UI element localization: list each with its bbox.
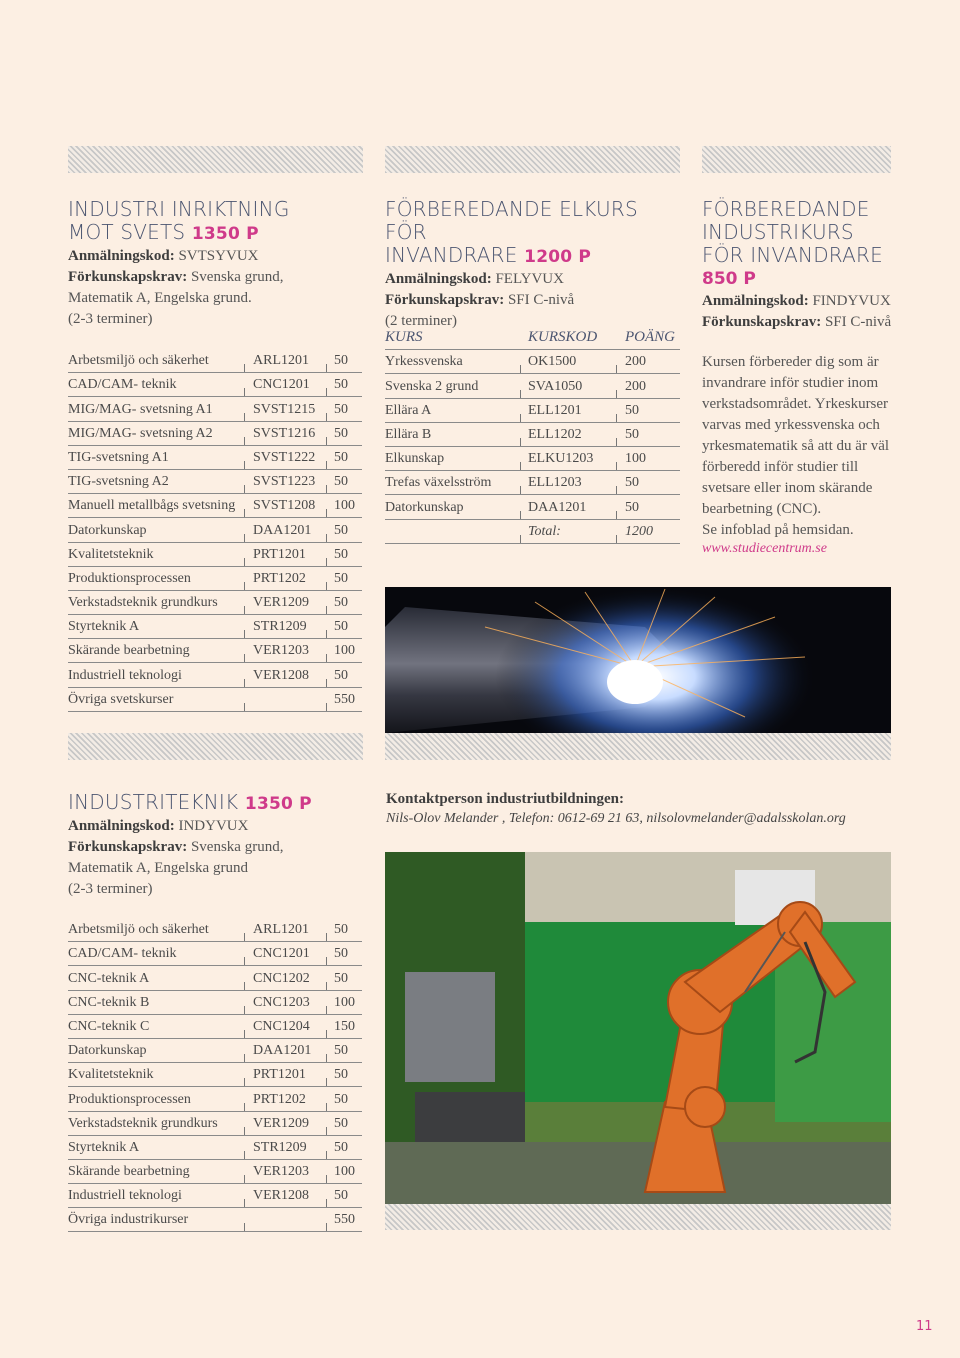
column-tick	[244, 461, 245, 469]
column-tick	[326, 1030, 327, 1038]
course-points: 50	[334, 522, 348, 538]
stripe-divider	[385, 1203, 891, 1230]
column-tick	[616, 486, 617, 494]
course-points: 50	[334, 449, 348, 465]
column-tick	[244, 364, 245, 372]
column-tick	[326, 485, 327, 493]
course-code: SVST1215	[253, 401, 316, 417]
column-tick	[326, 534, 327, 542]
column-tick	[244, 1151, 245, 1159]
table-row	[68, 991, 362, 1015]
course-code: VER1203	[253, 1164, 309, 1180]
course-code: CNC1202	[253, 970, 310, 986]
course-name: CNC-teknik B	[68, 994, 150, 1010]
requirements: Svenska grund,	[190, 269, 284, 285]
course-points: 50	[334, 377, 348, 393]
table-row	[385, 423, 680, 447]
duration: (2-3 terminer)	[68, 881, 153, 897]
course-name: Verkstadsteknik grundkurs	[68, 595, 218, 611]
course-points: 50	[334, 1091, 348, 1107]
course-code: PRT1202	[253, 570, 306, 586]
course-code: SVA1050	[528, 378, 583, 394]
table-row	[68, 518, 362, 542]
course-points: 50	[334, 546, 348, 562]
table-row	[68, 1063, 362, 1087]
column-tick	[244, 1054, 245, 1062]
column-tick	[326, 606, 327, 614]
contact-label: Kontaktperson industriutbildningen:	[386, 791, 624, 807]
column-tick	[244, 558, 245, 566]
course-code: ELL1202	[528, 426, 582, 442]
duration: (2-3 terminer)	[68, 311, 153, 327]
course-name: Produktionsprocessen	[68, 1091, 191, 1107]
course-points: 50	[334, 353, 348, 369]
column-tick	[244, 679, 245, 687]
course-name: CNC-teknik C	[68, 1018, 150, 1034]
column-tick	[326, 957, 327, 965]
course-points: 50	[334, 619, 348, 635]
table-row	[68, 688, 362, 712]
req-label: Förkunskapskrav:	[68, 269, 188, 285]
course-code: ARL1201	[253, 353, 309, 369]
course-name: CAD/CAM- teknik	[68, 946, 177, 962]
course-points: 50	[334, 570, 348, 586]
stripe-divider	[385, 733, 891, 760]
column-header: POÄNG	[625, 329, 675, 346]
column-tick	[520, 535, 521, 543]
course-points: 50	[334, 595, 348, 611]
course-code: STR1209	[253, 619, 307, 635]
course-points: 50	[625, 402, 639, 418]
course-description: Kursen förbereder dig som är invandrare inför studier inom verkstadsområdet. Yrkeskurser varvas med yrkessvenska och yrkesmatematik så att du är väl förberedd inför studier till svetsare eller inom skärande bearbetning (CNC).	[702, 354, 890, 517]
table-row	[68, 494, 362, 518]
section-svets	[68, 198, 368, 330]
course-points: 200	[625, 378, 646, 394]
course-name: Datorkunskap	[68, 1043, 147, 1059]
course-code: SVST1222	[253, 449, 316, 465]
column-tick	[326, 437, 327, 445]
column-tick	[244, 1030, 245, 1038]
column-tick	[326, 558, 327, 566]
course-code: CNC1201	[253, 377, 310, 393]
stripe-divider	[385, 146, 680, 173]
section-title: INDUSTRI INRIKTNING	[68, 197, 290, 221]
course-code: VER1209	[253, 595, 309, 611]
column-tick	[616, 438, 617, 446]
course-name: MIG/MAG- svetsning A1	[68, 401, 213, 417]
points-badge: 850 P	[702, 269, 756, 289]
column-tick	[244, 654, 245, 662]
application-code: FELYVUX	[495, 271, 564, 287]
course-name: Manuell metallbågs svetsning	[68, 498, 236, 514]
total-value: 1200	[625, 523, 653, 539]
column-tick	[244, 1199, 245, 1207]
table-row	[385, 399, 680, 423]
column-tick	[326, 388, 327, 396]
course-name: Yrkessvenska	[385, 354, 463, 370]
table-row	[68, 470, 362, 494]
course-points: 50	[334, 425, 348, 441]
course-points: 550	[334, 1212, 355, 1228]
column-tick	[326, 703, 327, 711]
column-tick	[244, 1006, 245, 1014]
application-code: INDYVUX	[178, 818, 249, 834]
table-row	[68, 966, 362, 990]
section-elkurs	[385, 198, 685, 332]
course-points: 100	[625, 451, 646, 467]
column-tick	[326, 461, 327, 469]
course-points: 150	[334, 1018, 355, 1034]
stripe-divider	[702, 146, 891, 173]
section-title: INDUSTRITEKNIK	[68, 790, 239, 814]
column-tick	[326, 1175, 327, 1183]
table-header	[385, 326, 680, 350]
course-name: CAD/CAM- teknik	[68, 377, 177, 393]
requirements: SFI C-nivå	[824, 314, 892, 330]
table-row	[68, 918, 362, 942]
course-name: TIG-svetsning A2	[68, 474, 169, 490]
code-label: Anmälningskod:	[385, 271, 492, 287]
course-points: 50	[334, 1067, 348, 1083]
column-tick	[244, 1078, 245, 1086]
table-row	[385, 374, 680, 398]
course-code: STR1209	[253, 1139, 307, 1155]
column-tick	[326, 1103, 327, 1111]
column-tick	[616, 390, 617, 398]
requirements: SFI C-nivå	[507, 292, 575, 308]
course-name: Svenska 2 grund	[385, 378, 479, 394]
course-code: VER1208	[253, 1188, 309, 1204]
course-name: Styrteknik A	[68, 1139, 140, 1155]
code-label: Anmälningskod:	[702, 293, 809, 309]
table-row	[68, 446, 362, 470]
section-title: INDUSTRIKURS	[702, 220, 854, 244]
duration: (2 terminer)	[385, 313, 458, 329]
column-header: KURSKOD	[528, 329, 598, 346]
column-tick	[244, 630, 245, 638]
course-code: ELKU1203	[528, 451, 594, 467]
column-tick	[326, 1223, 327, 1231]
section-industrikurs	[702, 198, 912, 557]
course-code: OK1500	[528, 354, 577, 370]
table-row	[68, 1087, 362, 1111]
column-tick	[244, 1223, 245, 1231]
course-points: 200	[625, 354, 646, 370]
column-tick	[326, 933, 327, 941]
column-tick	[244, 1175, 245, 1183]
section-title: FÖRBEREDANDE ELKURS FÖR	[385, 197, 638, 244]
table-row	[68, 663, 362, 687]
section-title: MOT SVETS	[68, 220, 186, 244]
table-row	[68, 1136, 362, 1160]
course-code: VER1208	[253, 667, 309, 683]
course-code: ELL1201	[528, 402, 582, 418]
welding-photo	[385, 587, 891, 733]
table-row	[385, 447, 680, 471]
requirements-cont: Matematik A, Engelska grund.	[68, 290, 252, 306]
column-tick	[244, 413, 245, 421]
course-name: Arbetsmiljö och säkerhet	[68, 922, 209, 938]
table-row	[68, 1112, 362, 1136]
requirements: Svenska grund,	[190, 839, 284, 855]
course-code: PRT1202	[253, 1091, 306, 1107]
course-name: Produktionsprocessen	[68, 570, 191, 586]
column-tick	[244, 582, 245, 590]
table-row	[68, 591, 362, 615]
course-name: TIG-svetsning A1	[68, 449, 169, 465]
table-row	[68, 349, 362, 373]
course-name: Datorkunskap	[68, 522, 147, 538]
column-tick	[326, 982, 327, 990]
column-tick	[326, 413, 327, 421]
column-tick	[520, 390, 521, 398]
column-tick	[244, 982, 245, 990]
course-code: ELL1203	[528, 475, 582, 491]
column-tick	[520, 365, 521, 373]
column-tick	[326, 630, 327, 638]
column-tick	[244, 933, 245, 941]
course-code: VER1203	[253, 643, 309, 659]
course-points: 50	[625, 499, 639, 515]
course-points: 50	[334, 1188, 348, 1204]
column-tick	[244, 1127, 245, 1135]
table-row	[68, 1184, 362, 1208]
website-link[interactable]: www.studiecentrum.se	[702, 541, 827, 556]
course-points: 50	[334, 922, 348, 938]
course-points: 50	[334, 1115, 348, 1131]
column-tick	[326, 1006, 327, 1014]
course-code: CNC1203	[253, 994, 310, 1010]
req-label: Förkunskapskrav:	[385, 292, 505, 308]
course-points: 550	[334, 691, 355, 707]
application-code: FINDYVUX	[812, 293, 891, 309]
section-industriteknik	[68, 791, 368, 900]
course-code: SVST1223	[253, 474, 316, 490]
contact-block	[386, 789, 896, 829]
column-tick	[520, 486, 521, 494]
column-tick	[244, 1103, 245, 1111]
contact-info: Nils-Olov Melander , Telefon: 0612-69 21 63, nilsolovmelander@adalsskolan.org	[386, 811, 846, 826]
table-row	[68, 1015, 362, 1039]
course-code: PRT1201	[253, 1067, 306, 1083]
column-tick	[244, 606, 245, 614]
course-name: Skärande bearbetning	[68, 1164, 190, 1180]
course-code: DAA1201	[253, 1043, 312, 1059]
course-code: SVST1216	[253, 425, 316, 441]
table-row	[68, 1160, 362, 1184]
column-tick	[520, 462, 521, 470]
course-name: CNC-teknik A	[68, 970, 150, 986]
course-table-svets	[68, 349, 362, 712]
table-row	[68, 615, 362, 639]
course-name: Elkunskap	[385, 451, 445, 467]
course-points: 50	[334, 1139, 348, 1155]
course-name: Verkstadsteknik grundkurs	[68, 1115, 218, 1131]
course-code: CNC1201	[253, 946, 310, 962]
table-row	[385, 350, 680, 374]
column-tick	[244, 534, 245, 542]
course-code: ARL1201	[253, 922, 309, 938]
page-number: 11	[916, 1319, 933, 1334]
table-row	[68, 1208, 362, 1232]
table-row	[68, 543, 362, 567]
column-tick	[326, 1127, 327, 1135]
application-code: SVTSYVUX	[178, 248, 259, 264]
column-tick	[244, 437, 245, 445]
course-code: VER1209	[253, 1115, 309, 1131]
table-total-row	[385, 520, 680, 544]
course-name: Ellära B	[385, 426, 432, 442]
section-title: FÖR INVANDRARE	[702, 243, 883, 267]
column-tick	[520, 414, 521, 422]
stripe-divider	[68, 733, 363, 760]
table-row	[68, 567, 362, 591]
column-tick	[326, 654, 327, 662]
stripe-divider	[68, 146, 363, 173]
column-header: KURS	[385, 329, 423, 346]
robot-photo	[385, 852, 891, 1204]
course-code: SVST1208	[253, 498, 316, 514]
column-tick	[326, 1078, 327, 1086]
code-label: Anmälningskod:	[68, 818, 175, 834]
column-tick	[326, 582, 327, 590]
column-tick	[244, 388, 245, 396]
course-points: 50	[334, 474, 348, 490]
course-code: DAA1201	[528, 499, 587, 515]
course-points: 50	[334, 970, 348, 986]
course-name: Trefas växelsström	[385, 475, 492, 491]
course-points: 100	[334, 1164, 355, 1180]
table-row	[68, 942, 362, 966]
course-points: 50	[625, 475, 639, 491]
column-tick	[520, 511, 521, 519]
req-label: Förkunskapskrav:	[68, 839, 188, 855]
course-table-elkurs	[385, 326, 680, 544]
column-tick	[326, 1151, 327, 1159]
section-title: FÖRBEREDANDE	[702, 197, 870, 221]
column-tick	[326, 509, 327, 517]
table-row	[68, 422, 362, 446]
column-tick	[244, 485, 245, 493]
course-name: Styrteknik A	[68, 619, 140, 635]
column-tick	[326, 1054, 327, 1062]
course-name: Arbetsmiljö och säkerhet	[68, 353, 209, 369]
points-badge: 1200 P	[524, 247, 592, 267]
column-tick	[616, 511, 617, 519]
column-tick	[616, 365, 617, 373]
info-note: Se infoblad på hemsidan.	[702, 522, 854, 538]
table-row	[68, 639, 362, 663]
column-tick	[244, 509, 245, 517]
points-badge: 1350 P	[244, 794, 312, 814]
table-row	[385, 495, 680, 519]
course-name: Datorkunskap	[385, 499, 464, 515]
points-badge: 1350 P	[191, 224, 259, 244]
table-row	[385, 471, 680, 495]
course-points: 100	[334, 994, 355, 1010]
course-points: 50	[334, 667, 348, 683]
course-name: Industriell teknologi	[68, 1188, 182, 1204]
column-tick	[616, 462, 617, 470]
req-label: Förkunskapskrav:	[702, 314, 822, 330]
course-name: Övriga industrikurser	[68, 1212, 189, 1228]
column-tick	[326, 364, 327, 372]
course-name: Skärande bearbetning	[68, 643, 190, 659]
course-points: 50	[334, 401, 348, 417]
course-code: PRT1201	[253, 546, 306, 562]
column-tick	[244, 703, 245, 711]
course-name: Övriga svetskurser	[68, 691, 174, 707]
code-label: Anmälningskod:	[68, 248, 175, 264]
table-row	[68, 397, 362, 421]
course-name: Industriell teknologi	[68, 667, 182, 683]
column-tick	[326, 679, 327, 687]
course-name: Ellära A	[385, 402, 432, 418]
section-title: INVANDRARE	[385, 243, 518, 267]
course-table-industriteknik	[68, 918, 362, 1232]
course-points: 100	[334, 643, 355, 659]
total-label: Total:	[528, 523, 561, 539]
column-tick	[326, 1199, 327, 1207]
course-name: Kvalitetsteknik	[68, 1067, 154, 1083]
course-points: 100	[334, 498, 355, 514]
course-points: 50	[334, 1043, 348, 1059]
course-points: 50	[334, 946, 348, 962]
column-tick	[616, 414, 617, 422]
course-code: CNC1204	[253, 1018, 310, 1034]
requirements-cont: Matematik A, Engelska grund	[68, 860, 248, 876]
table-row	[68, 1039, 362, 1063]
course-name: Kvalitetsteknik	[68, 546, 154, 562]
column-tick	[616, 535, 617, 543]
course-points: 50	[625, 426, 639, 442]
course-code: DAA1201	[253, 522, 312, 538]
column-tick	[520, 438, 521, 446]
course-name: MIG/MAG- svetsning A2	[68, 425, 213, 441]
table-row	[68, 373, 362, 397]
column-tick	[244, 957, 245, 965]
